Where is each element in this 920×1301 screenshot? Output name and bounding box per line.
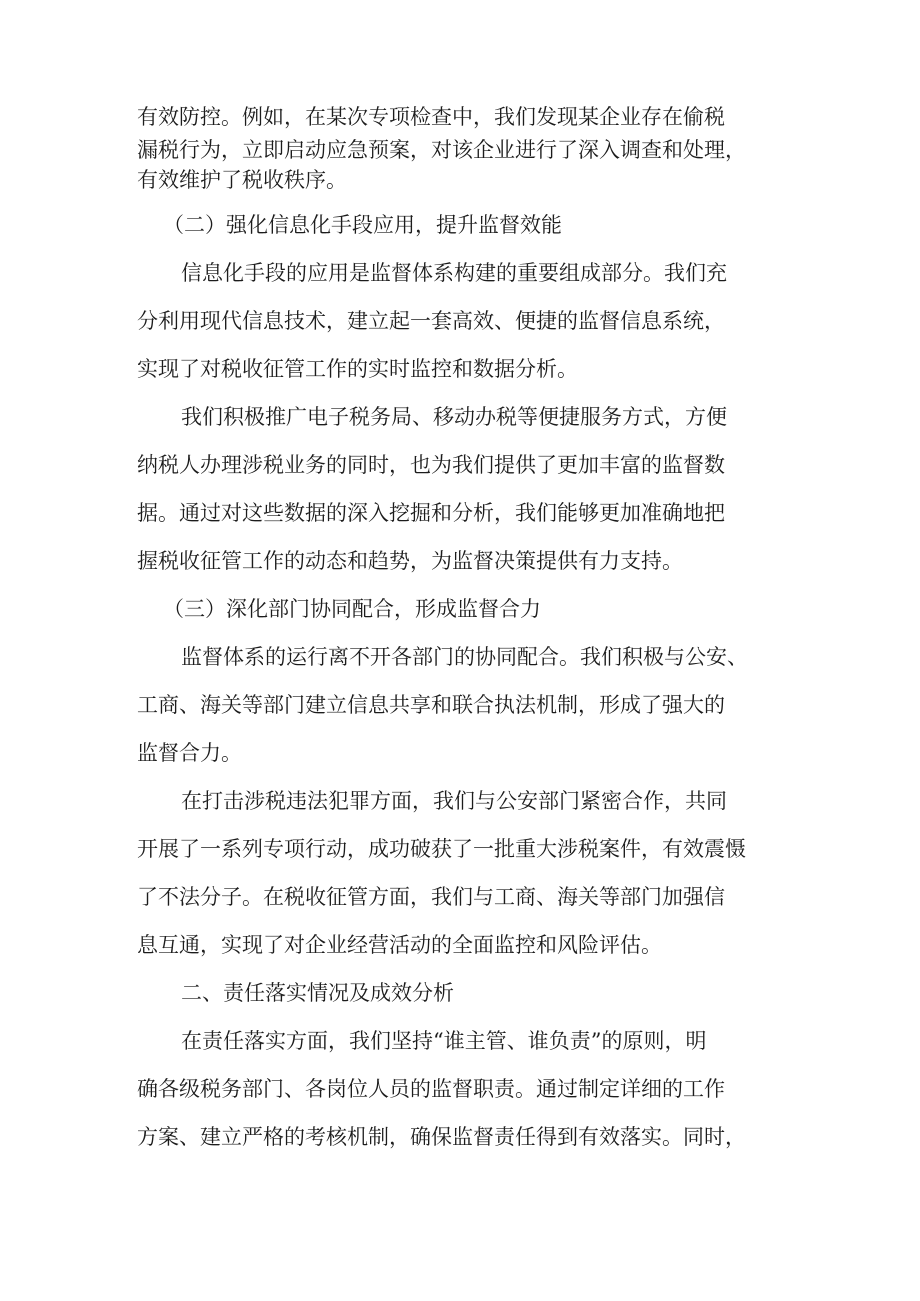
paragraph-line: 据。通过对这些数据的深入挖掘和分析，我们能够更加准确地把: [137, 501, 725, 525]
paragraph-line: 我们积极推广电子税务局、移动办税等便捷服务方式，方便: [181, 405, 727, 429]
paragraph-line: 工商、海关等部门建立信息共享和联合执法机制，形成了强大的: [137, 693, 725, 717]
paragraph-line: 开展了一系列专项行动，成功破获了一批重大涉税案件，有效震慑: [137, 837, 746, 861]
paragraph-line: 有效维护了税收秩序。: [137, 168, 347, 192]
section-heading: （三）深化部门协同配合，形成监督合力: [163, 597, 541, 621]
paragraph-line: 漏税行为，立即启动应急预案，对该企业进行了深入调查和处理，: [137, 138, 746, 162]
section-heading: 二、责任落实情况及成效分析: [181, 981, 454, 1005]
paragraph-line: 了不法分子。在税收征管方面，我们与工商、海关等部门加强信: [137, 885, 725, 909]
paragraph-line: 在打击涉税违法犯罪方面，我们与公安部门紧密合作，共同: [181, 789, 727, 813]
paragraph-line: 纳税人办理涉税业务的同时，也为我们提供了更加丰富的监督数: [137, 453, 725, 477]
paragraph-line: 监督合力。: [137, 741, 242, 765]
paragraph-line: 分利用现代信息技术，建立起一套高效、便捷的监督信息系统，: [137, 309, 725, 333]
paragraph-line: 实现了对税收征管工作的实时监控和数据分析。: [137, 357, 578, 381]
section-heading: （二）强化信息化手段应用，提升监督效能: [163, 213, 562, 237]
paragraph-line: 确各级税务部门、各岗位人员的监督职责。通过制定详细的工作: [137, 1077, 725, 1101]
paragraph-line: 息互通，实现了对企业经营活动的全面监控和风险评估。: [137, 933, 662, 957]
paragraph-line: 方案、建立严格的考核机制，确保监督责任得到有效落实。同时，: [137, 1125, 746, 1149]
paragraph-line: 握税收征管工作的动态和趋势，为监督决策提供有力支持。: [137, 549, 683, 573]
paragraph-line: 有效防控。例如，在某次专项检查中，我们发现某企业存在偷税: [137, 105, 725, 129]
paragraph-line: 在责任落实方面，我们坚持“谁主管、谁负责”的原则，明: [181, 1029, 707, 1053]
paragraph-line: 信息化手段的应用是监督体系构建的重要组成部分。我们充: [181, 261, 727, 285]
paragraph-line: 监督体系的运行离不开各部门的协同配合。我们积极与公安、: [181, 645, 748, 669]
